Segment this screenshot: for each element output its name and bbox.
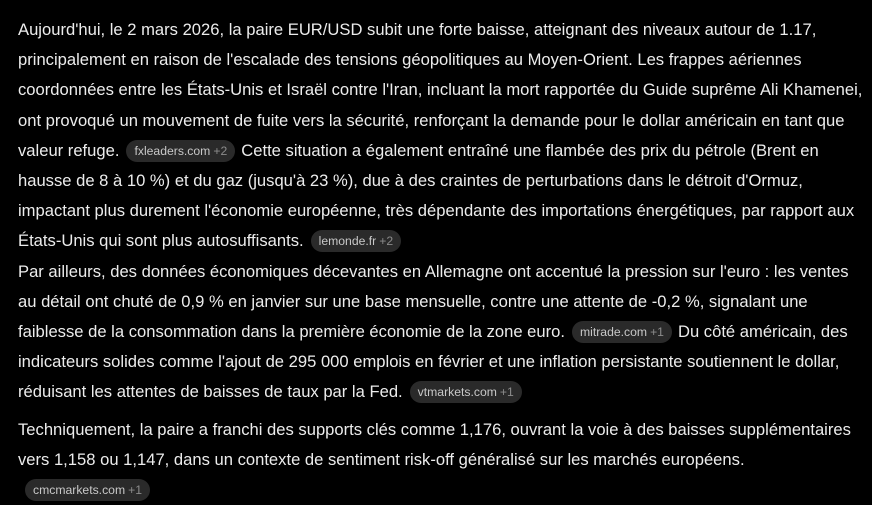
- citation-source: cmcmarkets.com: [33, 483, 126, 498]
- citation-count: +2: [213, 143, 228, 158]
- citation-chip[interactable]: [25, 479, 150, 501]
- citation-chip[interactable]: [572, 321, 672, 343]
- citation-chip[interactable]: [126, 140, 235, 162]
- paragraph-text: Techniquement, la paire a franchi des supports clés comme 1,176, ouvrant la voie à des baisses supplémentaires vers 1,158 ou 1,147, dans un contexte de sentiment risk-off généralisé sur les marchés européens.: [18, 420, 851, 470]
- response-paragraph: [18, 15, 868, 408]
- citation-count: +1: [499, 385, 514, 400]
- paragraph-text: Du côté américain, des indicateurs solides comme l'ajout de 295 000 emplois en février et une inflation persistante soutiennent le dollar, réduisant les attentes de baisses de taux par la Fed.: [18, 322, 848, 402]
- citation-source: lemonde.fr: [318, 234, 377, 249]
- paragraph-text: Aujourd'hui, le 2 mars 2026, la paire EUR/USD subit une forte baisse, atteignant des niveaux autour de 1.17, principalement en raison de l'escalade des tensions géopolitiques au Moyen-Orient. Les frappes aériennes coordonnées entre les États-Unis et Israël contre l'Iran, incluant la mort rapportée du Guide suprême Ali Khamenei, ont provoqué un mouvement de fuite vers la sécurité, renforçant la demande pour le dollar américain en tant que valeur refuge.: [18, 20, 863, 160]
- citation-source: fxleaders.com: [134, 143, 211, 158]
- citation-source: vtmarkets.com: [417, 385, 497, 400]
- paragraph-text: Cette situation a également entraîné une flambée des prix du pétrole (Brent en hausse de 8 à 10 %) et du gaz (jusqu'à 23 %), due à des craintes de perturbations dans le détroit d'Ormuz, impactant plus durement l'économie européenne, très dépendante des importations énergétiques, par rapport aux États-Unis qui sont plus autosuffisants.: [18, 140, 855, 251]
- citation-count: +1: [128, 483, 142, 498]
- paragraph-text: Par ailleurs, des données économiques décevantes en Allemagne ont accentué la pression sur l'euro : les ventes au détail ont chuté de 0,9 % en janvier sur une base mensuelle, contre une attente de -0,2 %, signalant une faiblesse de la consommation dans la première économie de la zone euro.: [18, 261, 849, 342]
- citation-chip[interactable]: [311, 230, 402, 252]
- citation-source: mitrade.com: [580, 325, 648, 340]
- citation-chip[interactable]: [410, 381, 522, 403]
- citation-count: +1: [650, 325, 664, 340]
- response-paragraph: [18, 415, 868, 505]
- citation-count: +2: [379, 234, 394, 249]
